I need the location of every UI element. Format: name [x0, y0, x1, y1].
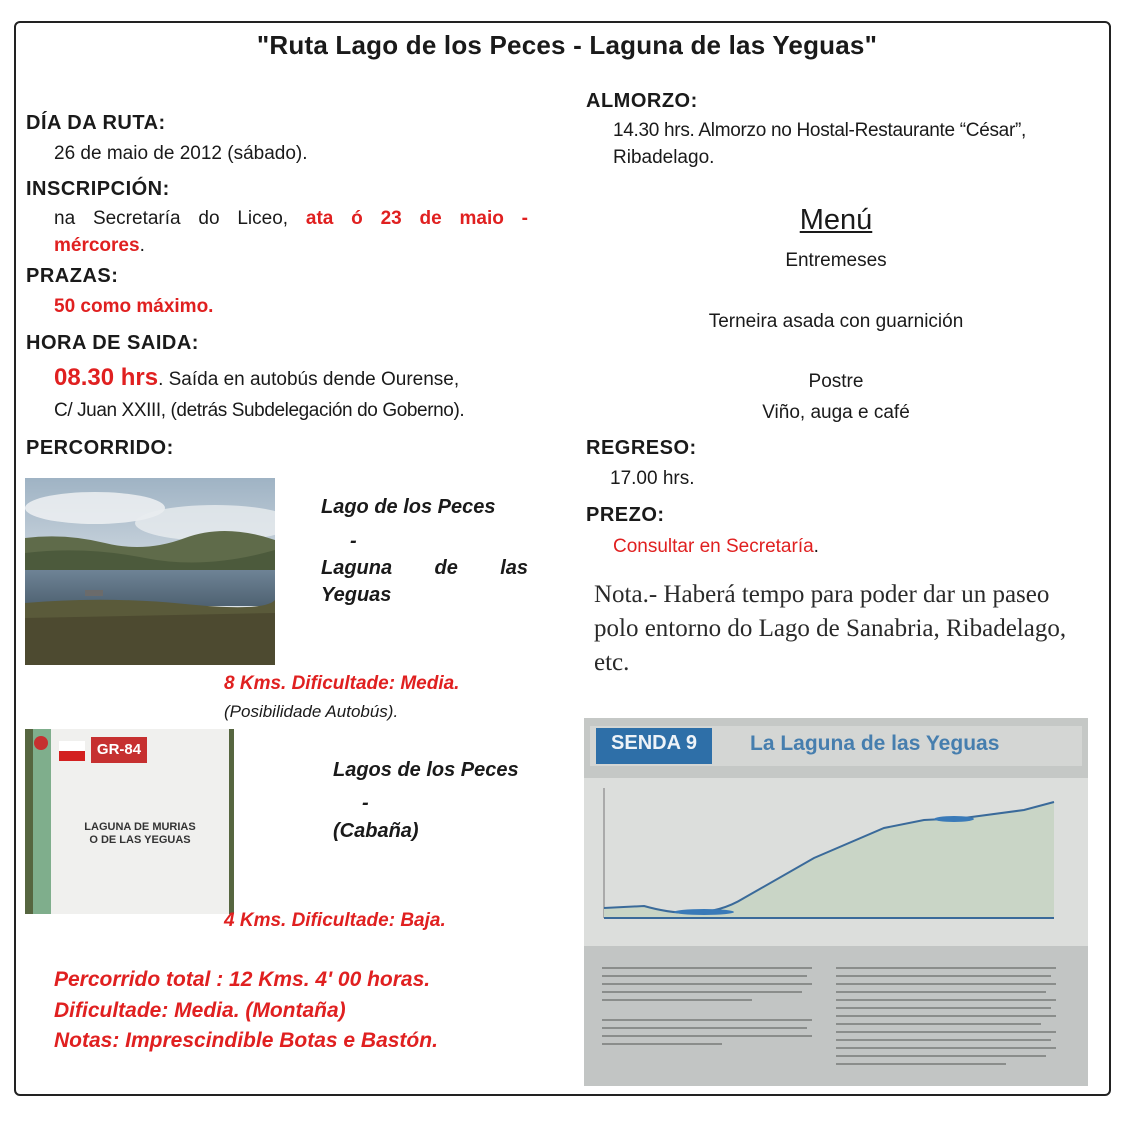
hora-time: 08.30 hrs	[54, 364, 159, 391]
route2-dash: -	[362, 792, 369, 814]
nota-text: Nota.- Haberá tempo para poder dar un paseo polo entorno do Lago de Sanabria, Ribadelago, etc.	[594, 581, 1067, 676]
panel-title: La Laguna de las Yeguas	[750, 732, 1000, 755]
hora-text: . Saída en autobús dende Ourense,	[158, 369, 460, 390]
regreso-value: 17.00 hrs.	[610, 468, 695, 489]
panel-text-left	[602, 962, 822, 1072]
route1-end-line1: Laguna de las	[321, 557, 528, 579]
prezo-value: Consultar en Secretaría	[613, 536, 814, 557]
route1-info: 8 Kms. Dificultade: Media.	[224, 673, 460, 694]
inscripcion-line1	[54, 208, 528, 230]
inscripcion-label: INSCRIPCIÓN:	[26, 178, 170, 200]
menu-item-starter: Entremeses	[785, 250, 887, 271]
sign-text	[65, 821, 215, 847]
hora-line2: C/ Juan XXIII, (detrás Subdelegación do Goberno).	[54, 400, 465, 421]
menu-title: Menú	[799, 204, 873, 236]
prezo-line	[613, 536, 819, 558]
route1-dash: -	[350, 530, 357, 552]
prazas-label: PRAZAS:	[26, 265, 119, 287]
menu-item-main: Terneira asada con guarnición	[708, 311, 964, 332]
regreso-label: REGRESO:	[586, 437, 697, 459]
almorzo-text2: Ribadelago.	[613, 147, 715, 168]
page-title: "Ruta Lago de los Peces - Laguna de las Yeguas"	[256, 30, 878, 60]
lake-photo	[25, 478, 275, 665]
sign-line2: O DE LAS YEGUAS	[89, 834, 191, 846]
inscripcion-deadline: ata ó 23 de maio -	[305, 208, 528, 229]
inscripcion-line2	[54, 235, 145, 257]
panel-text-right	[836, 962, 1066, 1072]
almorzo-label: ALMORZO:	[586, 90, 698, 112]
route2-end: (Cabaña)	[333, 820, 419, 842]
inscripcion-weekday: mércores	[54, 235, 140, 256]
route2-start: Lagos de los Peces	[333, 759, 519, 781]
hora-line1	[54, 364, 459, 392]
menu-item-dessert: Postre	[808, 371, 864, 392]
route1-start: Lago de los Peces	[321, 496, 496, 518]
elevation-panel-photo	[584, 718, 1088, 1086]
trail-sign-photo	[25, 729, 234, 914]
inscripcion-period: .	[139, 235, 145, 256]
route1-end-line2: Yeguas	[321, 584, 392, 606]
route2-info: 4 Kms. Dificultade: Baja.	[224, 910, 446, 931]
menu-item-drinks: Viño, auga e café	[762, 402, 910, 423]
panel-badge: SENDA 9	[611, 732, 697, 754]
prezo-label: PREZO:	[586, 504, 665, 526]
almorzo-text1: 14.30 hrs. Almorzo no Hostal-Restaurante “César”,	[613, 120, 1026, 141]
prazas-value: 50 como máximo.	[54, 296, 214, 317]
summary-notes: Notas: Imprescindible Botas e Bastón.	[54, 1029, 438, 1052]
percorrido-label: PERCORRIDO:	[26, 437, 174, 459]
sign-line1: LAGUNA DE MURIAS	[84, 821, 196, 833]
summary-difficulty: Dificultade: Media. (Montaña)	[54, 999, 346, 1022]
dia-value: 26 de maio de 2012 (sábado).	[54, 143, 308, 164]
prezo-period: .	[813, 536, 819, 557]
hora-label: HORA DE SAIDA:	[26, 332, 199, 354]
inscripcion-text: na Secretaría do Liceo,	[54, 208, 289, 229]
route1-note: (Posibilidade Autobús).	[224, 702, 399, 721]
sign-badge: GR-84	[96, 741, 142, 758]
summary-total: Percorrido total : 12 Kms. 4' 00 horas.	[54, 968, 431, 991]
dia-label: DÍA DA RUTA:	[26, 112, 166, 134]
